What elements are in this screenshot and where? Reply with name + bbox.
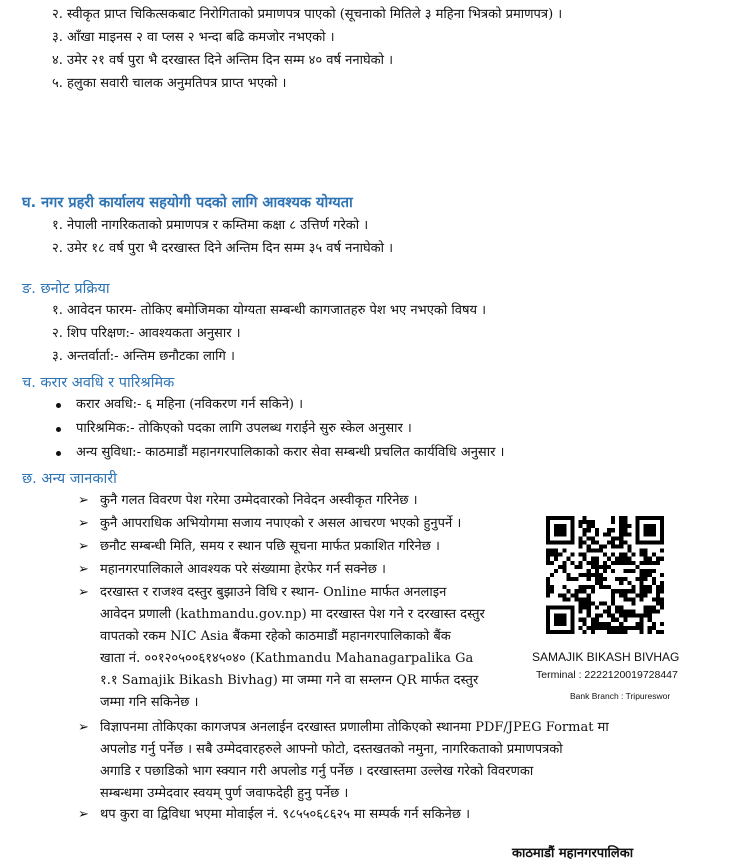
- list-item-line: आवेदन प्रणाली (kathmandu.gov.np) मा दरखास्त पेश गने र दरखास्त दस्तुर: [100, 607, 485, 622]
- list-item: ३. आँखा माइनस २ वा प्लस २ भन्दा बढि कमजोर नभएको ।: [52, 30, 335, 45]
- list-item-line: विज्ञापनमा तोकिएका कागजपत्र अनलाईन दरखास्त प्रणालीमा तोकिएको स्थानमा PDF/JPEG Format मा: [100, 720, 609, 735]
- list-item: ३. अन्तर्वार्ता:- अन्तिम छनौटका लागि ।: [52, 349, 235, 364]
- list-item: थप कुरा वा द्विविधा भएमा मोवाईल नं. ९८५५०६८६२५ मा सम्पर्क गर्न सकिनेछ ।: [100, 807, 471, 822]
- qr-account-name: SAMAJIK BIKASH BIVHAG: [532, 650, 680, 664]
- list-item: ५. हलुका सवारी चालक अनुमतिपत्र प्राप्त भएको ।: [52, 76, 287, 91]
- list-item: २. उमेर १८ वर्ष पुरा भै दरखास्त दिने अन्तिम दिन सम्म ३५ वर्ष ननाघेको ।: [52, 241, 394, 256]
- list-item-line: अपलोड गर्नु पर्नेछ । सबै उम्मेदवारहरुले आफ्नो फोटो, दस्तखतको नमुना, नागरिकताको प्रमाणपत्रको: [100, 742, 563, 757]
- list-item: अन्य सुविधा:- काठमाडौं महानगरपालिकाको करार सेवा सम्बन्धी प्रचलित कार्यविधि अनुसार ।: [76, 445, 505, 460]
- list-item: कुनै गलत विवरण पेश गरेमा उम्मेदवारको निवेदन अस्वीकृत गरिनेछ ।: [100, 493, 418, 508]
- arrow-bullet-icon: ➢: [78, 562, 89, 577]
- list-item-line: वापतको रकम NIC Asia बैंकमा रहेको काठमाडौं महानगरपालिकाको बैंक: [100, 629, 451, 644]
- section-heading-gha: घ. नगर प्रहरी कार्यालय सहयोगी पदको लागि आवश्यक योग्यता: [22, 195, 353, 211]
- arrow-bullet-icon: ➢: [78, 720, 89, 735]
- list-item-line: दरखास्त र राजश्व दस्तुर बुझाउने विधि र स्थान- Online मार्फत अनलाइन: [100, 585, 447, 600]
- list-item-line: खाता नं. ००१२०५००६१४५०४० (Kathmandu Mahanagarpalika Ga: [100, 651, 474, 666]
- qr-code: [546, 516, 664, 634]
- bullet-icon: [56, 451, 61, 456]
- list-item-line: १.१ Samajik Bikash Bivhag) मा जम्मा गने वा सम्लग्न QR मार्फत दस्तुर: [100, 673, 479, 688]
- list-item: १. आवेदन फारम- तोकिए बमोजिमका योग्यता सम्बन्धी कागजातहरु पेश भए नभएको विषय ।: [52, 303, 487, 318]
- bullet-icon: [56, 403, 61, 408]
- arrow-bullet-icon: ➢: [78, 807, 89, 822]
- qr-bank-branch: Bank Branch : Tripureswor: [570, 691, 671, 701]
- list-item: ४. उमेर २१ वर्ष पुरा भै दरखास्त दिने अन्तिम दिन सम्म ४० वर्ष ननाघेको ।: [52, 53, 394, 68]
- list-item: २. शिप परिक्षण:- आवश्यकता अनुसार ।: [52, 326, 241, 341]
- list-item-line: अगाडि र पछाडिको भाग स्क्यान गरी अपलोड गर्नु पर्नेछ । दरखास्तमा उल्लेख गरेको विवरणका: [100, 764, 534, 779]
- list-item: १. नेपाली नागरिकताको प्रमाणपत्र र कम्तिमा कक्षा ८ उत्तिर्ण गरेको ।: [52, 218, 369, 233]
- list-item: पारिश्रमिक:- तोकिएको पदका लागि उपलब्ध गराईने सुरु स्केल अनुसार ।: [76, 421, 412, 436]
- section-heading-nga: ङ. छनोट प्रक्रिया: [22, 281, 110, 297]
- arrow-bullet-icon: ➢: [78, 493, 89, 508]
- list-item: छनौट सम्बन्धी मिति, समय र स्थान पछि सूचना मार्फत प्रकाशित गरिनेछ ।: [100, 539, 440, 554]
- list-item-line: जम्मा गनि सकिनेछ ।: [100, 695, 199, 710]
- arrow-bullet-icon: ➢: [78, 516, 89, 531]
- list-item-line: सम्बन्धमा उम्मेदवार स्वयम् पुर्ण जवाफदेही हुनु पर्नेछ ।: [100, 786, 349, 801]
- list-item: करार अवधि:- ६ महिना (नविकरण गर्न सकिने) ।: [76, 397, 304, 412]
- qr-terminal: Terminal : 2222120019728447: [536, 669, 678, 681]
- footer-signature: काठमाडौं महानगरपालिका: [512, 846, 634, 861]
- section-heading-cha: च. करार अवधि र पारिश्रमिक: [22, 375, 175, 391]
- qr-code-icon: [546, 516, 664, 634]
- arrow-bullet-icon: ➢: [78, 585, 89, 600]
- list-item: २. स्वीकृत प्राप्त चिकित्सकबाट निरोगिताको प्रमाणपत्र पाएको (सूचनाको मितिले ३ महिना भित्रको प्रमाणपत्र) ।: [52, 7, 563, 22]
- bullet-icon: [56, 427, 61, 432]
- section-heading-chha: छ. अन्य जानकारी: [22, 471, 117, 487]
- arrow-bullet-icon: ➢: [78, 539, 89, 554]
- list-item: कुनै आपराधिक अभियोगमा सजाय नपाएको र असल आचरण भएको हुनुपर्ने ।: [100, 516, 462, 531]
- list-item: महानगरपालिकाले आवश्यक परे संख्यामा हेरफेर गर्न सक्नेछ ।: [100, 562, 386, 577]
